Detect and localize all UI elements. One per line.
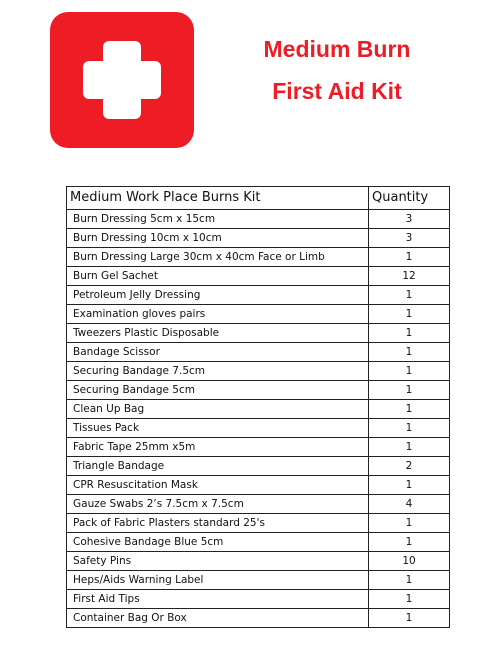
item-name-cell: Tissues Pack <box>67 419 369 438</box>
item-name-cell: Burn Dressing Large 30cm x 40cm Face or Limb <box>67 248 369 267</box>
table-row <box>67 533 450 552</box>
table-row <box>67 362 450 381</box>
first-aid-cross-icon <box>50 12 194 148</box>
kit-contents-table <box>66 186 450 628</box>
table-row <box>67 324 450 343</box>
quantity-cell: 1 <box>369 533 450 552</box>
quantity-cell: 1 <box>369 305 450 324</box>
item-name-cell: CPR Resuscitation Mask <box>67 476 369 495</box>
quantity-cell: 10 <box>369 552 450 571</box>
table-row <box>67 343 450 362</box>
item-name-cell: First Aid Tips <box>67 590 369 609</box>
quantity-cell: 3 <box>369 229 450 248</box>
table-row <box>67 210 450 229</box>
item-name-cell: Pack of Fabric Plasters standard 25's <box>67 514 369 533</box>
table-row <box>67 571 450 590</box>
item-name-cell: Burn Gel Sachet <box>67 267 369 286</box>
quantity-cell: 1 <box>369 343 450 362</box>
table-row <box>67 457 450 476</box>
table-row <box>67 590 450 609</box>
table-row <box>67 495 450 514</box>
item-name-cell: Petroleum Jelly Dressing <box>67 286 369 305</box>
item-name-cell: Clean Up Bag <box>67 400 369 419</box>
quantity-cell: 1 <box>369 362 450 381</box>
quantity-cell: 1 <box>369 514 450 533</box>
quantity-cell: 1 <box>369 476 450 495</box>
title-line-1: Medium Burn <box>263 36 411 62</box>
item-name-cell: Tweezers Plastic Disposable <box>67 324 369 343</box>
cross-horizontal-bar <box>83 61 161 99</box>
table-row <box>67 267 450 286</box>
item-name-cell: Cohesive Bandage Blue 5cm <box>67 533 369 552</box>
item-name-cell: Burn Dressing 5cm x 15cm <box>67 210 369 229</box>
quantity-cell: 1 <box>369 286 450 305</box>
item-name-cell: Heps/Aids Warning Label <box>67 571 369 590</box>
table-row <box>67 286 450 305</box>
table-row <box>67 476 450 495</box>
item-name-cell: Fabric Tape 25mm x5m <box>67 438 369 457</box>
quantity-cell: 2 <box>369 457 450 476</box>
quantity-cell: 12 <box>369 267 450 286</box>
table-row <box>67 248 450 267</box>
quantity-cell: 1 <box>369 381 450 400</box>
page-title <box>222 28 452 112</box>
table-row <box>67 381 450 400</box>
table-row <box>67 609 450 628</box>
table-row <box>67 400 450 419</box>
item-name-cell: Burn Dressing 10cm x 10cm <box>67 229 369 248</box>
table-row <box>67 514 450 533</box>
quantity-cell: 1 <box>369 438 450 457</box>
table-row <box>67 552 450 571</box>
table-row <box>67 229 450 248</box>
item-name-cell: Triangle Bandage <box>67 457 369 476</box>
quantity-cell: 1 <box>369 248 450 267</box>
title-line-2: First Aid Kit <box>272 78 402 104</box>
quantity-cell: 3 <box>369 210 450 229</box>
item-name-cell: Examination gloves pairs <box>67 305 369 324</box>
item-name-cell: Container Bag Or Box <box>67 609 369 628</box>
table-header-row <box>67 187 450 210</box>
column-header-item: Medium Work Place Burns Kit <box>67 187 369 210</box>
item-name-cell: Securing Bandage 7.5cm <box>67 362 369 381</box>
table-body <box>67 210 450 628</box>
quantity-cell: 1 <box>369 590 450 609</box>
table-row <box>67 438 450 457</box>
item-name-cell: Gauze Swabs 2’s 7.5cm x 7.5cm <box>67 495 369 514</box>
item-name-cell: Bandage Scissor <box>67 343 369 362</box>
quantity-cell: 4 <box>369 495 450 514</box>
quantity-cell: 1 <box>369 571 450 590</box>
quantity-cell: 1 <box>369 400 450 419</box>
quantity-cell: 1 <box>369 324 450 343</box>
table-row <box>67 419 450 438</box>
quantity-cell: 1 <box>369 419 450 438</box>
item-name-cell: Securing Bandage 5cm <box>67 381 369 400</box>
item-name-cell: Safety Pins <box>67 552 369 571</box>
table-row <box>67 305 450 324</box>
quantity-cell: 1 <box>369 609 450 628</box>
column-header-quantity: Quantity <box>369 187 450 210</box>
